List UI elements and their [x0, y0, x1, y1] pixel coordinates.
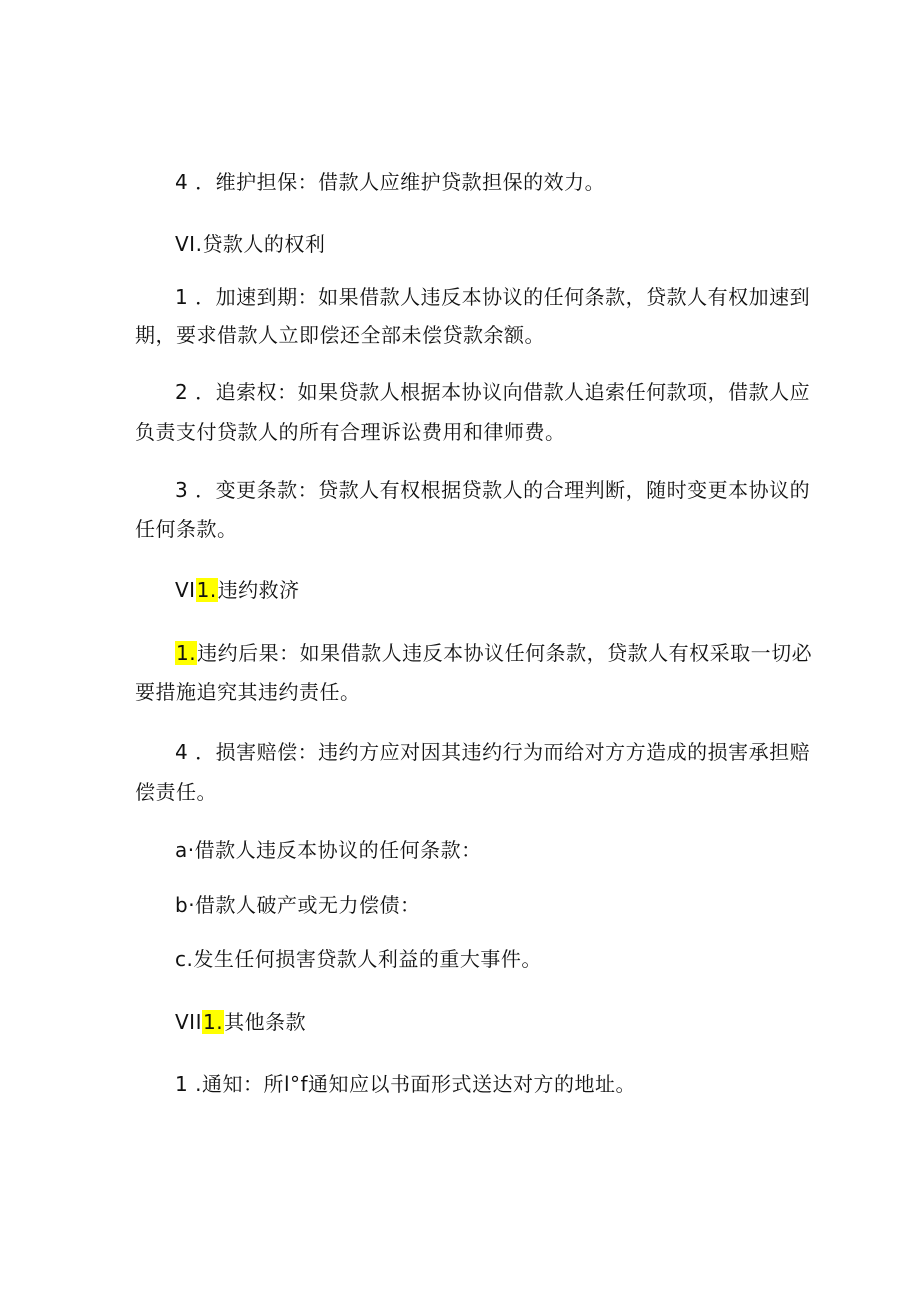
section-number: VI: [175, 578, 196, 602]
section-heading-lender-rights: VI.贷款人的权利: [175, 232, 326, 256]
clause-1-acceleration-line-2: 期，要求借款人立即偿还全部未偿贷款余额。: [135, 323, 545, 347]
clause-2-recourse-line-2: 负责支付贷款人的所有合理诉讼费用和律师费。: [135, 420, 566, 444]
clause-1-notice: 1 .通知：所l°f通知应以书面形式送达对方的地址。: [175, 1072, 637, 1096]
sub-item-b: b·借款人破产或无力偿债：: [175, 893, 421, 917]
clause-4-maintain-guarantee: 4 ．维护担保：借款人应维护贷款担保的效力。: [175, 170, 606, 194]
clause-default-consequences-line-1: [175, 641, 812, 665]
section-title: 其他条款: [224, 1010, 307, 1034]
clause-text: 违约后果：如果借款人违反本协议任何条款，贷款人有权采取一切必: [197, 641, 813, 665]
section-heading-other-terms: [175, 1010, 306, 1034]
sub-item-a: a·借款人违反本协议的任何条款：: [175, 838, 482, 862]
highlighted-marker: 1.: [196, 578, 217, 602]
clause-default-consequences-line-2: 要措施追究其违约责任。: [135, 680, 361, 704]
clause-3-amendment-line-2: 任何条款。: [135, 517, 238, 541]
clause-2-recourse-line-1: 2 ．追索权：如果贷款人根据本协议向借款人追索任何款项，借款人应: [175, 380, 811, 404]
clause-1-acceleration-line-1: 1 ．加速到期：如果借款人违反本协议的任何条款，贷款人有权加速到: [175, 285, 811, 309]
highlighted-marker: 1.: [202, 1010, 224, 1034]
section-heading-default-remedies: [175, 578, 300, 602]
clause-4-damages-line-1: 4 ．损害赔偿：违约方应对因其违约行为而给对方方造成的损害承担赔: [175, 740, 811, 764]
sub-item-c: c.发生任何损害贷款人利益的重大事件。: [175, 947, 542, 971]
section-title: 违约救济: [217, 578, 300, 602]
clause-4-damages-line-2: 偿责任。: [135, 780, 217, 804]
clause-3-amendment-line-1: 3 ．变更条款：贷款人有权根据贷款人的合理判断，随时变更本协议的: [175, 478, 811, 502]
highlighted-marker: 1.: [176, 641, 197, 665]
section-number: VII: [175, 1010, 202, 1034]
